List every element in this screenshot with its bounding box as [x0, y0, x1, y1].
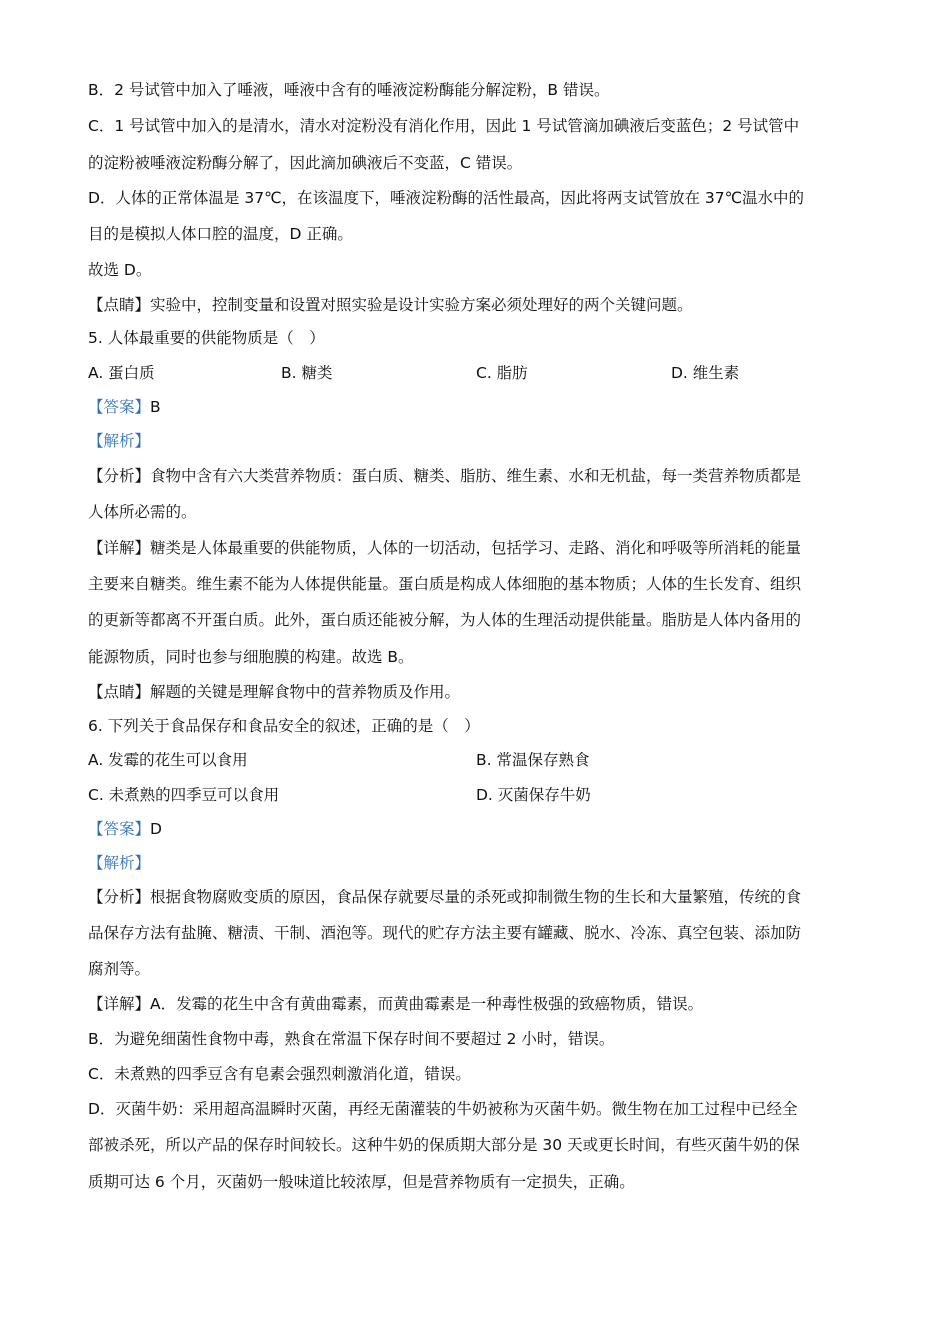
q5-fenxi-line2: 人体所必需的。 [88, 503, 197, 521]
q5-xiangjie-line4: 能源物质，同时也参与细胞膜的构建。故选 B。 [88, 648, 414, 666]
q6-fenxi-line3: 腐剂等。 [88, 960, 151, 978]
q6-option-c: C. 未煮熟的四季豆可以食用 [88, 786, 280, 804]
answer-tag: 【答案】 [88, 398, 151, 416]
q5-question: 5. 人体最重要的供能物质是（ ） [88, 329, 325, 347]
q6-xiangjie-d-line2: 部被杀死，所以产品的保存时间较长。这种牛奶的保质期大部分是 30 天或更长时间，有些灭菌牛奶的保 [88, 1136, 800, 1154]
q6-fenxi-line2: 品保存方法有盐腌、糖渍、干制、酒泡等。现代的贮存方法主要有罐藏、脱水、冷冻、真空包装、添加防 [88, 924, 802, 942]
answer-value: D [150, 820, 162, 838]
q5-dianjing: 【点睛】解题的关键是理解食物中的营养物质及作用。 [88, 683, 461, 701]
q6-question: 6. 下列关于食品保存和食品安全的叙述，正确的是（ ） [88, 717, 480, 735]
q4-option-c-explanation-line1: C．1 号试管中加入的是清水，清水对淀粉没有消化作用，因此 1 号试管滴加碘液后变蓝色；2 号试管中 [88, 117, 800, 135]
q5-option-a: A. 蛋白质 [88, 364, 155, 382]
q5-option-c: C. 脂肪 [476, 364, 528, 382]
q6-xiangjie-c: C．未煮熟的四季豆含有皂素会强烈刺激消化道，错误。 [88, 1065, 471, 1083]
q4-option-d-explanation-line2: 目的是模拟人体口腔的温度，D 正确。 [88, 225, 353, 243]
q6-option-a: A. 发霉的花生可以食用 [88, 751, 248, 769]
q6-xiangjie-b: B．为避免细菌性食物中毒，熟食在常温下保存时间不要超过 2 小时，错误。 [88, 1030, 615, 1048]
q5-fenxi-line1: 【分析】食物中含有六大类营养物质：蛋白质、糖类、脂肪、维生素、水和无机盐，每一类营养物质都是 [88, 467, 802, 485]
q4-dianjing: 【点睛】实验中，控制变量和设置对照实验是设计实验方案必须处理好的两个关键问题。 [88, 296, 693, 314]
q6-option-d: D. 灭菌保存牛奶 [476, 786, 591, 804]
q5-option-b: B. 糖类 [281, 364, 333, 382]
q6-xiangjie-a: 【详解】A．发霉的花生中含有黄曲霉素，而黄曲霉素是一种毒性极强的致癌物质，错误。 [88, 995, 704, 1013]
q5-analysis-tag: 【解析】 [88, 432, 151, 450]
answer-tag: 【答案】 [88, 820, 151, 838]
q4-choice: 故选 D。 [88, 261, 152, 279]
q5-xiangjie-line2: 主要来自糖类。维生素不能为人体提供能量。蛋白质是构成人体细胞的基本物质；人体的生长发育、组织 [88, 575, 802, 593]
q6-answer [88, 818, 162, 840]
q6-analysis-tag: 【解析】 [88, 854, 151, 872]
q4-option-d-explanation-line1: D．人体的正常体温是 37℃，在该温度下，唾液淀粉酶的活性最高，因此将两支试管放在 37℃温水中的 [88, 189, 805, 207]
q6-fenxi-line1: 【分析】根据食物腐败变质的原因，食品保存就要尽量的杀死或抑制微生物的生长和大量繁殖，传统的食 [88, 888, 802, 906]
q6-xiangjie-d-line3: 质期可达 6 个月，灭菌奶一般味道比较浓厚，但是营养物质有一定损失，正确。 [88, 1173, 635, 1191]
q6-option-b: B. 常温保存熟食 [476, 751, 590, 769]
q5-xiangjie-line1: 【详解】糖类是人体最重要的供能物质，人体的一切活动，包括学习、走路、消化和呼吸等所消耗的能量 [88, 539, 802, 557]
q4-option-c-explanation-line2: 的淀粉被唾液淀粉酶分解了，因此滴加碘液后不变蓝，C 错误。 [88, 154, 523, 172]
answer-value: B [150, 398, 161, 416]
q6-xiangjie-d-line1: D．灭菌牛奶：采用超高温瞬时灭菌，再经无菌灌装的牛奶被称为灭菌牛奶。微生物在加工过程中已经全 [88, 1100, 798, 1118]
q5-option-d: D. 维生素 [671, 364, 740, 382]
q5-xiangjie-line3: 的更新等都离不开蛋白质。此外，蛋白质还能被分解，为人体的生理活动提供能量。脂肪是人体内备用的 [88, 611, 802, 629]
q4-option-b-explanation: B．2 号试管中加入了唾液，唾液中含有的唾液淀粉酶能分解淀粉，B 错误。 [88, 81, 610, 99]
q5-answer [88, 396, 161, 418]
